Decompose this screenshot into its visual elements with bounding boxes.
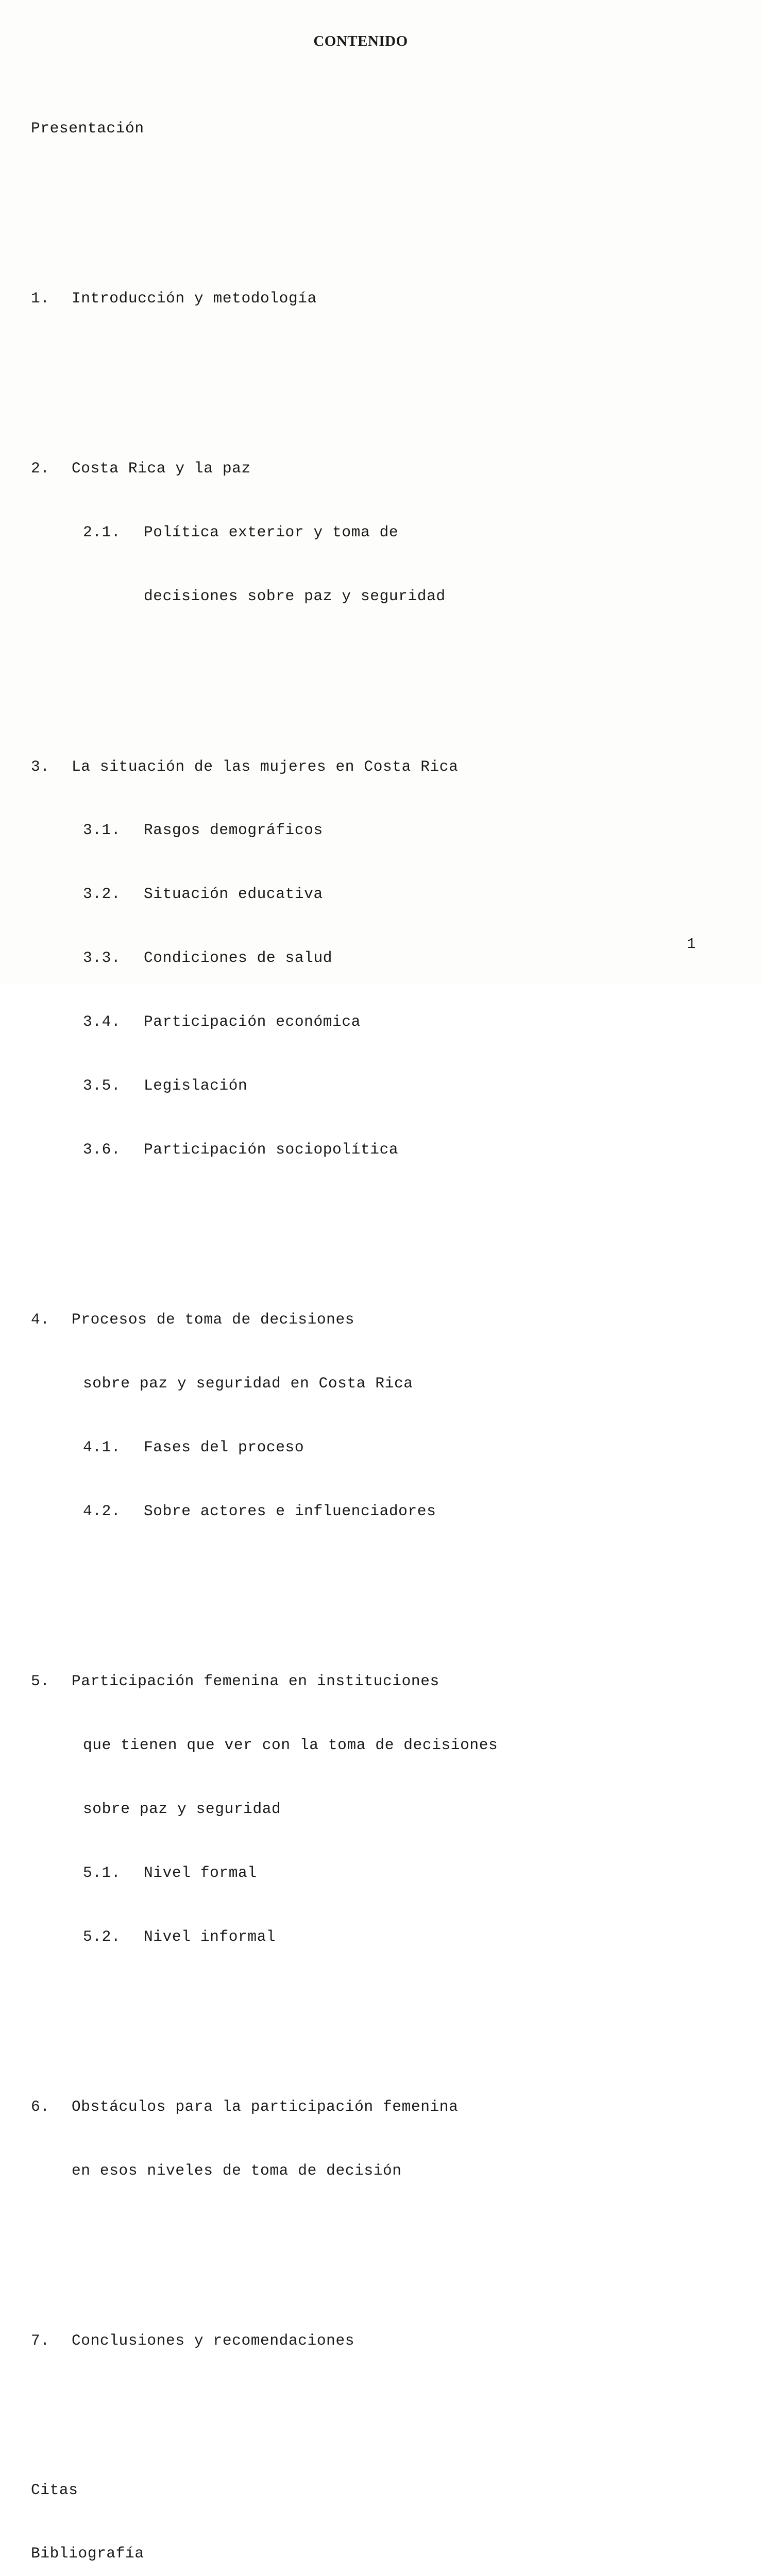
toc-section-4 — [31, 1309, 637, 1330]
section-title: Obstáculos para la participación femenina — [72, 2098, 459, 2116]
subsection-title: Nivel formal — [144, 1863, 257, 1882]
toc-section-7 — [31, 2330, 637, 2351]
section-title: Conclusiones y recomendaciones — [72, 2332, 355, 2350]
toc-subsection-3-3 — [31, 947, 637, 969]
section-title: Costa Rica y la paz — [72, 460, 251, 478]
toc-subsection-2-1 — [31, 522, 637, 543]
subsection-title: Legislación — [144, 1076, 248, 1094]
spacer — [31, 1990, 637, 2011]
section-title: La situación de las mujeres en Costa Rica — [72, 757, 459, 775]
table-of-contents — [31, 75, 637, 2576]
toc-section-5-continuation: que tienen que ver con la toma de decisiones — [83, 1736, 498, 1754]
toc-section-6 — [31, 2096, 637, 2117]
subsection-title: Política exterior y toma de — [144, 523, 399, 541]
subsection-title: Sobre actores e influenciadores — [144, 1502, 436, 1520]
toc-subsection-2-1-continuation: decisiones sobre paz y seguridad — [144, 587, 446, 605]
subsection-number: 5.2. — [83, 1927, 121, 1945]
toc-section-6-continuation: en esos niveles de toma de decisión — [72, 2162, 402, 2180]
section-number: 7. — [31, 2332, 50, 2350]
toc-subsection-4-1 — [31, 1437, 637, 1458]
page-title: CONTENIDO — [313, 33, 408, 49]
toc-section-3 — [31, 756, 637, 777]
toc-section-2 — [31, 458, 637, 479]
subsection-number: 3.2. — [83, 885, 121, 903]
subsection-title: Condiciones de salud — [144, 949, 333, 967]
section-title: Participación femenina en instituciones — [72, 1672, 439, 1690]
subsection-number: 3.3. — [83, 949, 121, 967]
subsection-number: 3.5. — [83, 1076, 121, 1094]
subsection-number: 3.1. — [83, 821, 121, 839]
spacer — [31, 2394, 637, 2415]
subsection-title: Nivel informal — [144, 1927, 276, 1945]
section-number: 5. — [31, 1672, 50, 1690]
subsection-title: Participación sociopolítica — [144, 1140, 399, 1158]
toc-subsection-5-2 — [31, 1926, 637, 1947]
toc-section-4-continuation: sobre paz y seguridad en Costa Rica — [83, 1375, 413, 1393]
subsection-number: 2.1. — [83, 523, 121, 541]
toc-section-5 — [31, 1671, 637, 1692]
toc-subsection-3-1 — [31, 820, 637, 841]
section-number: 1. — [31, 289, 50, 307]
section-title: Procesos de toma de decisiones — [72, 1311, 355, 1329]
section-number: 4. — [31, 1311, 50, 1329]
section-number: 2. — [31, 460, 50, 478]
toc-subsection-4-2 — [31, 1501, 637, 1522]
subsection-title: Participación económica — [144, 1013, 361, 1031]
spacer — [31, 1203, 637, 1224]
toc-subsection-5-1 — [31, 1862, 637, 1884]
toc-subsection-3-5 — [31, 1075, 637, 1096]
section-title: Introducción y metodología — [72, 289, 317, 307]
spacer — [31, 1565, 637, 1586]
subsection-number: 3.4. — [83, 1013, 121, 1031]
toc-presentacion: Presentación — [31, 119, 144, 137]
page-number: 1 — [687, 936, 696, 953]
subsection-title: Fases del proceso — [144, 1438, 304, 1456]
subsection-title: Rasgos demográficos — [144, 821, 323, 839]
subsection-number: 4.2. — [83, 1502, 121, 1520]
spacer — [31, 181, 637, 202]
spacer — [31, 2224, 637, 2245]
toc-section-1 — [31, 288, 637, 309]
subsection-number: 4.1. — [83, 1438, 121, 1456]
spacer — [31, 650, 637, 671]
section-number: 6. — [31, 2098, 50, 2116]
toc-subsection-3-4 — [31, 1011, 637, 1032]
spacer — [31, 352, 637, 373]
toc-section-5-continuation: sobre paz y seguridad — [83, 1800, 281, 1818]
section-number: 3. — [31, 757, 50, 775]
toc-citas: Citas — [31, 2481, 78, 2499]
toc-bibliografia: Bibliografía — [31, 2545, 144, 2563]
subsection-number: 5.1. — [83, 1863, 121, 1882]
subsection-title: Situación educativa — [144, 885, 323, 903]
subsection-number: 3.6. — [83, 1140, 121, 1158]
toc-subsection-3-2 — [31, 884, 637, 905]
toc-subsection-3-6 — [31, 1139, 637, 1160]
